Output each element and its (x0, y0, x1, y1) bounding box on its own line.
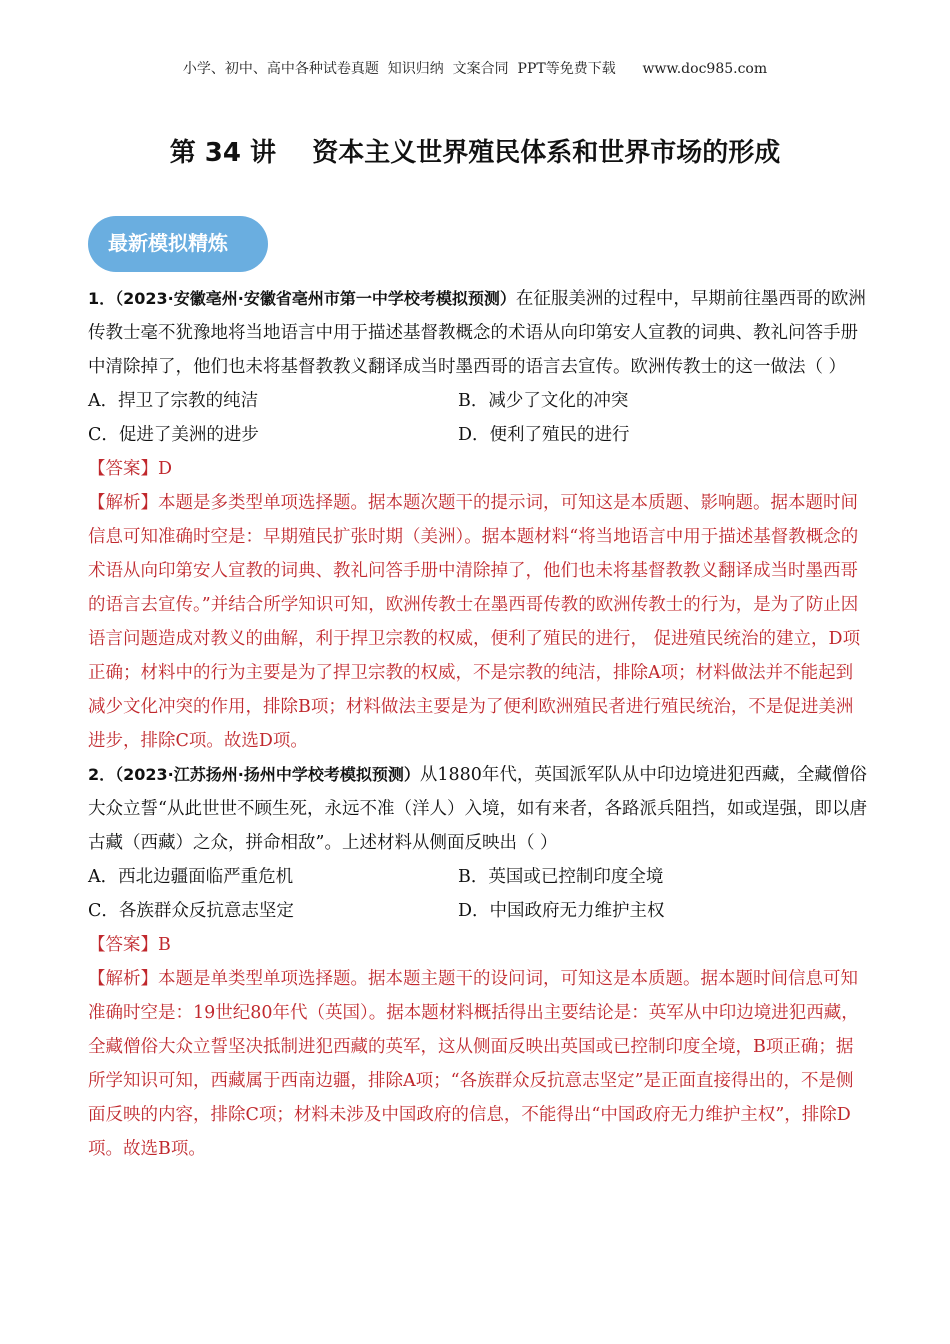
question-number: 1． (88, 289, 116, 308)
analysis: 【解析】本题是单类型单项选择题。据本题主题干的设问词，可知这是本质题。据本题时间信息可知准确时空是：19世纪80年代（英国）。据本题材料概括得出主要结论是：英军从中印边境进犯西藏，全藏僧俗大众立誓坚决抵制进犯西藏的英军，这从侧面反映出英国或已控制印度全境，B项正确；据所学知识可知，西藏属于西南边疆，排除A项；“各族群众反抗意志坚定”是正面直接得出的，不是侧面反映的内容，排除C项；材料未涉及中国政府的信息，不能得出“中国政府无力维护主权”，排除D项。故选B项。 (88, 969, 859, 1159)
option-b: B．英国或已控制印度全境 (458, 867, 664, 887)
question-1 (88, 282, 870, 758)
question-stem (88, 758, 870, 860)
question-text: 在征服美洲的过程中，早期前往墨西哥的欧洲传教士毫不犹豫地将当地语言中用于描述基督教概念的术语从向印第安人宣教的词典、教礼问答手册中清除掉了，他们也未将基督教教义翻译成当时墨西哥的语言去宣传。欧洲传教士的这一做法（ ） (88, 289, 866, 377)
option-d: D．中国政府无力维护主权 (458, 901, 665, 921)
options (88, 860, 870, 928)
lecture-title: 第 34 讲 资本主义世界殖民体系和世界市场的形成 (169, 138, 781, 168)
option-b: B．减少了文化的冲突 (458, 391, 629, 411)
page-header: 小学、初中、高中各种试卷真题 知识归纳 文案合同 PPT等免费下载 www.doc985.com (182, 61, 768, 77)
option-a: A．西北边疆面临严重危机 (88, 867, 294, 887)
answer: 【答案】B (88, 935, 171, 955)
question-number: 2． (88, 765, 116, 784)
options (88, 384, 870, 452)
analysis: 【解析】本题是多类型单项选择题。据本题次题干的提示词，可知这是本质题、影响题。据本题时间信息可知准确时空是：早期殖民扩张时期（美洲）。据本题材料“将当地语言中用于描述基督教概念的术语从向印第安人宣教的词典、教礼问答手册中清除掉了，他们也未将基督教教义翻译成当时墨西哥的语言去宣传。”并结合所学知识可知，欧洲传教士在墨西哥传教的欧洲传教士的行为，是为了防止因语言问题造成对教义的曲解，利于捍卫宗教的权威，便利了殖民的进行， 促进殖民统治的建立，D项正确；材料中的行为主要是为了捍卫宗教的权威，不是宗教的纯洁，排除A项；材料做法并不能起到减少文化冲突的作用，排除B项；材料做法主要是为了便利欧洲殖民者进行殖民统治，不是促进美洲进步，排除C项。故选D项。 (88, 493, 861, 751)
question-source: （2023·江苏扬州·扬州中学校考模拟预测） (115, 765, 420, 784)
question-2 (88, 758, 870, 1166)
option-a: A．捍卫了宗教的纯洁 (88, 391, 259, 411)
question-stem (88, 282, 870, 384)
option-d: D．便利了殖民的进行 (458, 425, 630, 445)
section-badge: 最新模拟精炼 (88, 216, 268, 272)
content-area (88, 282, 870, 1166)
question-text: 从1880年代，英国派军队从中印边境进犯西藏，全藏僧俗大众立誓“从此世世不顾生死，永远不准（洋人）入境，如有来者，各路派兵阻挡，如或逞强，即以唐古藏（西藏）之众，拼命相敌”。上述材料从侧面反映出（ ） (88, 765, 867, 853)
option-c: C．促进了美洲的进步 (88, 425, 259, 445)
question-source: （2023·安徽亳州·安徽省亳州市第一中学校考模拟预测） (115, 289, 516, 308)
option-c: C．各族群众反抗意志坚定 (88, 901, 294, 921)
answer: 【答案】D (88, 459, 173, 479)
